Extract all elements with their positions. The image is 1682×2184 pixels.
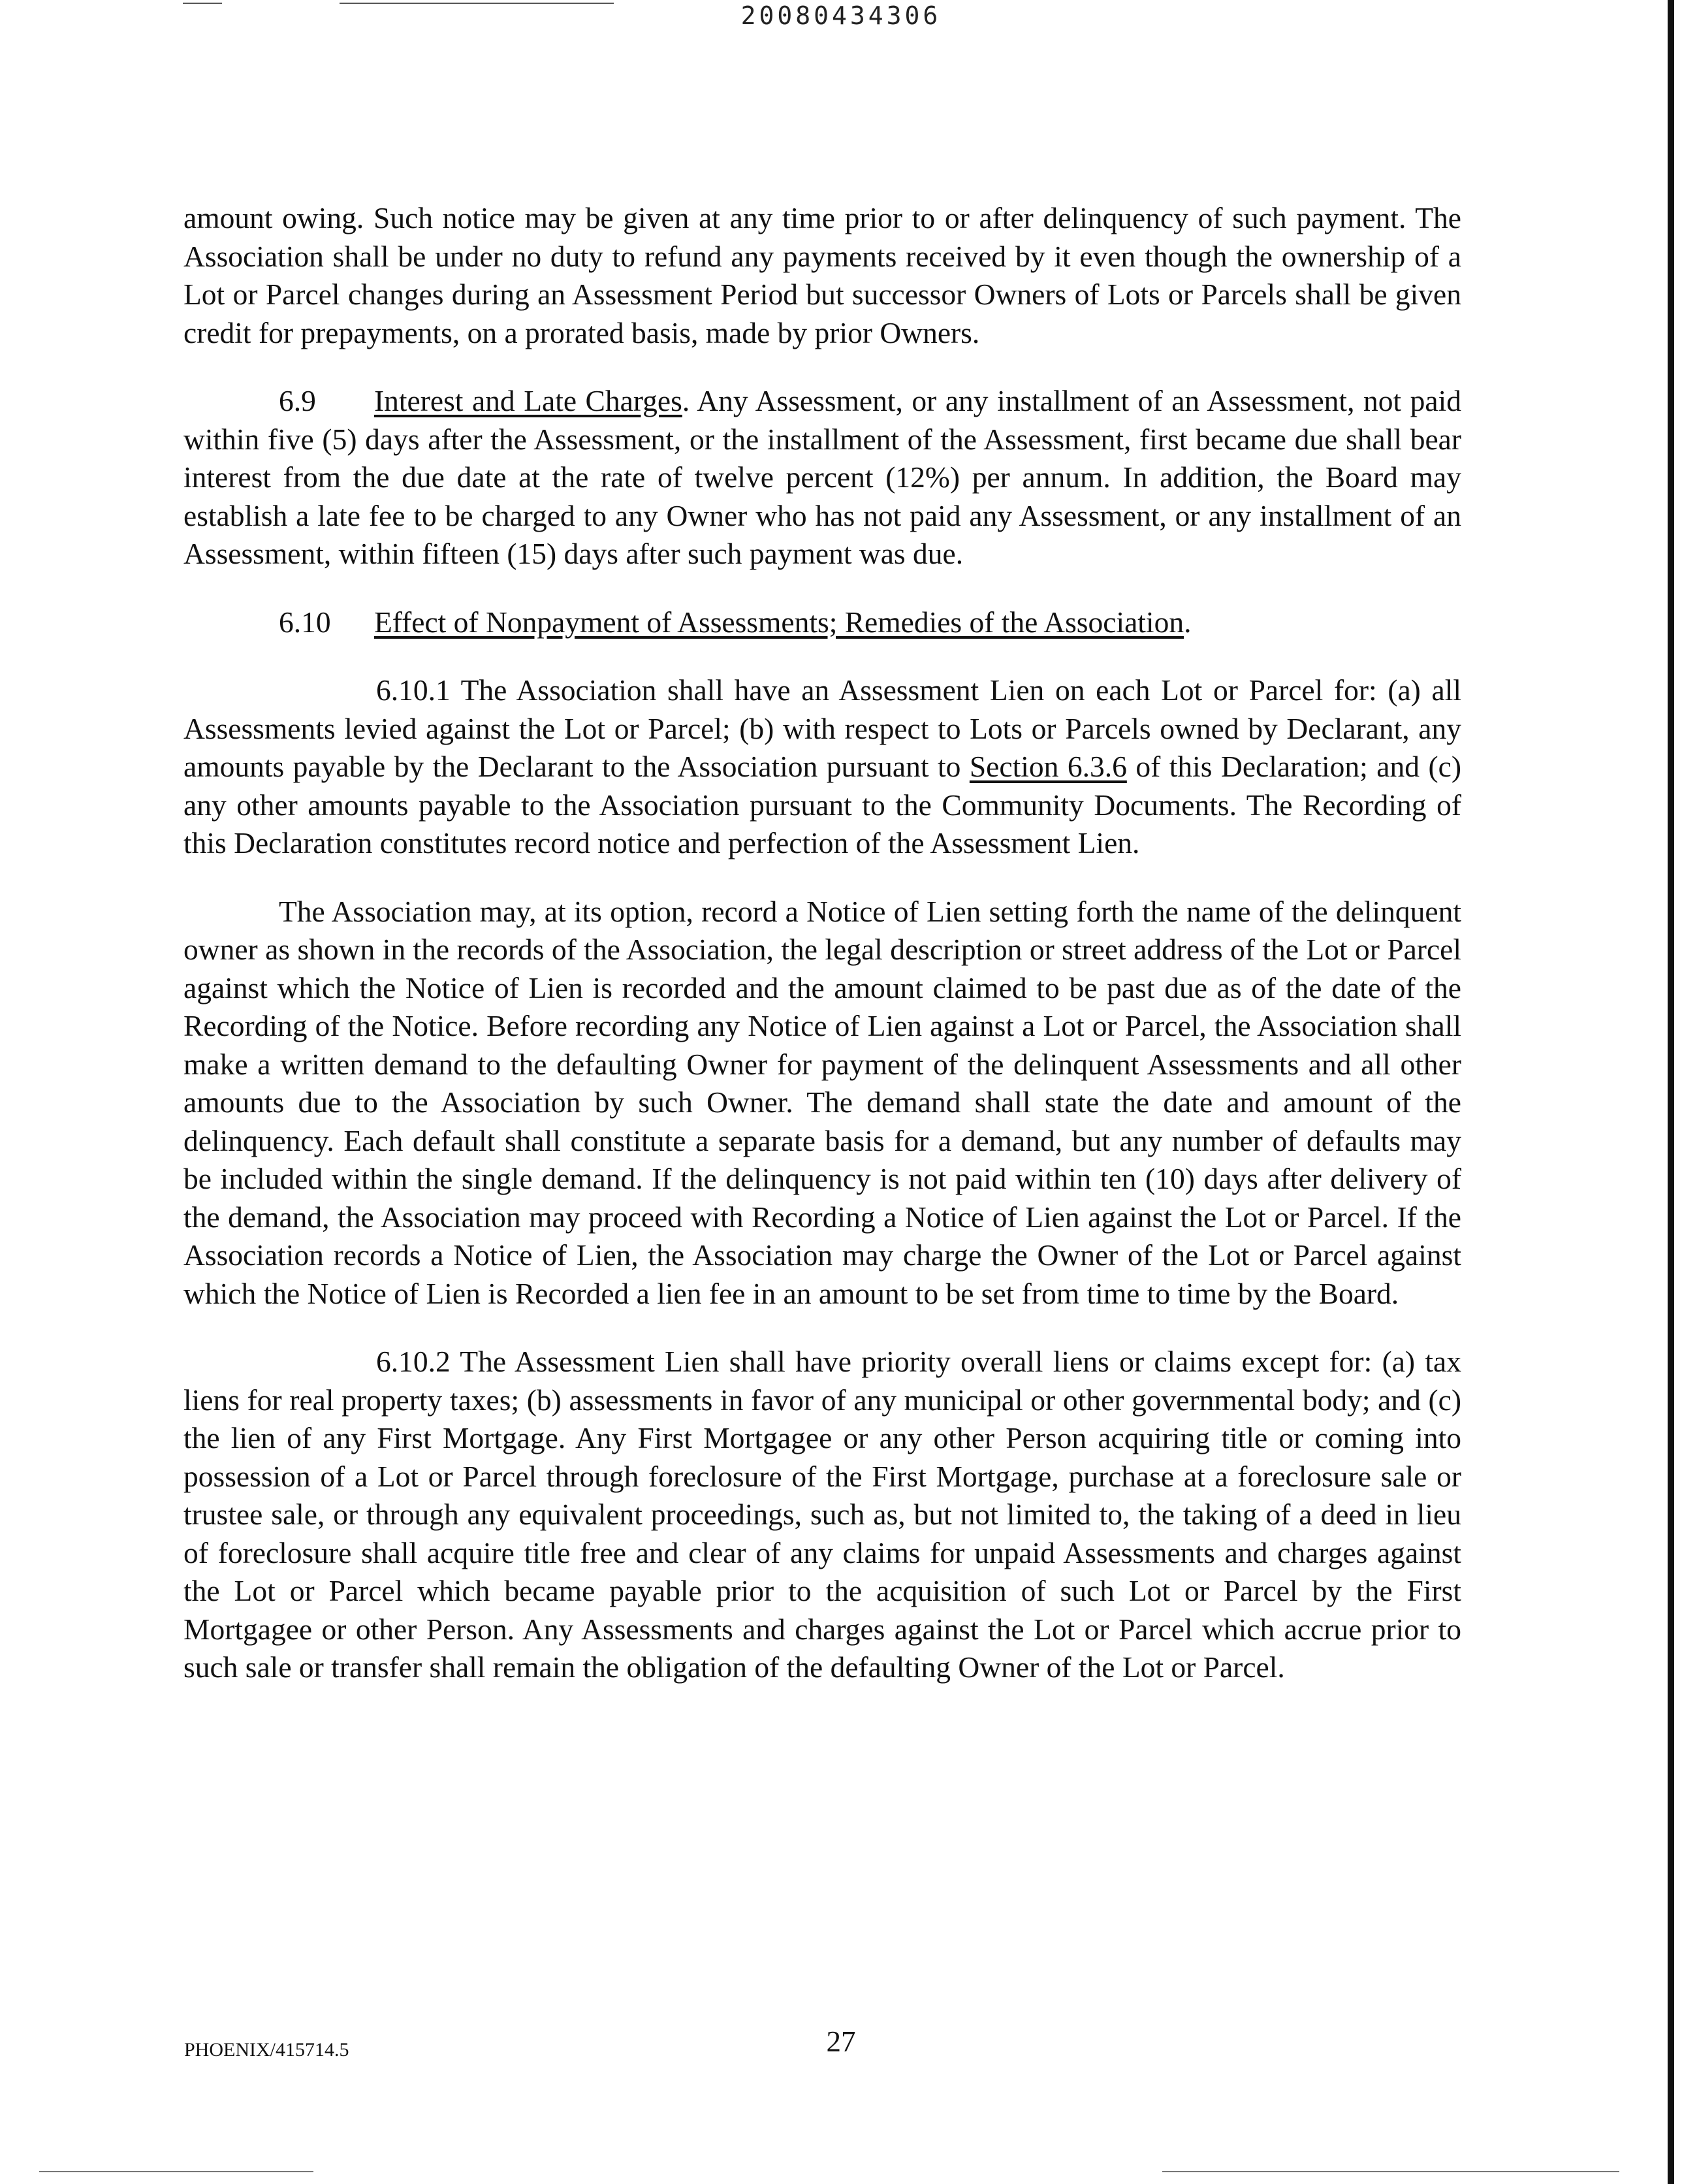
section-text: of this Declaration; and (c) any other amounts payable to the Association pursuant to the Community Documents. The Recording of this Declaration constitutes record notice and perfection of the Assessment Lien. [183, 750, 1461, 859]
document-body [183, 199, 1461, 1687]
section-number: 6.9 [279, 384, 316, 417]
section-heading: Effect of Nonpayment of Assessments; Remedies of the Association [374, 605, 1184, 639]
section-number: 6.10 [279, 605, 331, 639]
page-edge-border [1668, 0, 1674, 2184]
section-text: The Association shall have an Assessment Lien on each Lot or Parcel for: (a) all Assessments levied against the Lot or Parcel; (b) with respect to Lots or Parcels owned by Declarant, any amounts payable by the Declarant to the Association pursuant to [183, 673, 1461, 783]
recording-number: 20080434306 [740, 1, 942, 30]
paragraph-intro: amount owing. Such notice may be given at any time prior to or after delinquency of such payment. The Association shall be under no duty to refund any payments received by it even though the ownership of a Lot or Parcel changes during an Assessment Period but successor Owners of Lots or Parcels shall be given credit for prepayments, on a prorated basis, made by prior Owners. [183, 201, 1461, 349]
page-number: 27 [826, 2025, 856, 2058]
scan-artifact-rule [39, 2171, 313, 2172]
section-6-10 [183, 603, 1461, 642]
section-heading: Interest and Late Charges [374, 384, 682, 417]
paragraph-notice-of-lien: The Association may, at its option, record a Notice of Lien setting forth the name of the delinquent owner as shown in the records of the Association, the legal description or street address of the Lot or Parcel against which the Notice of Lien is recorded and the amount claimed to be past due as of the date of the Recording of the Notice. Before recording any Notice of Lien against a Lot or Parcel, the Association shall make a written demand to the defaulting Owner for payment of the delinquent Assessments and all other amounts due to the Association by such Owner. The demand shall state the date and amount of the delinquency. Each default shall constitute a separate basis for a demand, but any number of defaults may be included within the single demand. If the delinquency is not paid within ten (10) days after delivery of the demand, the Association may proceed with Recording a Notice of Lien against the Lot or Parcel. If the Association records a Notice of Lien, the Association may charge the Owner of the Lot or Parcel against which the Notice of Lien is Recorded a lien fee in an amount to be set from time to time by the Board. [183, 894, 1461, 1310]
section-text: . Any Assessment, or any installment of an Assessment, not paid within five (5) days after the Assessment, or the installment of the Assessment, first became due shall bear interest from the due date at the rate of twelve percent (12%) per annum. In addition, the Board may establish a late fee to be charged to any Owner who has not paid any Assessment, or any installment of an Assessment, within fifteen (15) days after such payment was due. [183, 384, 1461, 570]
document-id: PHOENIX/415714.5 [184, 2039, 349, 2061]
section-text: The Assessment Lien shall have priority overall liens or claims except for: (a) tax liens for real property taxes; (b) assessments in favor of any municipal or other governmental body; and (c) the lien of any First Mortgage. Any First Mortgagee or any other Person acquiring title or coming into possession of a Lot or Parcel through foreclosure of the First Mortgage, purchase at a foreclosure sale or trustee sale, or through any equivalent proceedings, such as, but not limited to, the taking of a deed in lieu of foreclosure shall acquire title free and clear of any claims for unpaid Assessments and charges against the Lot or Parcel which became payable prior to the acquisition of such Lot or Parcel by the First Mortgagee or other Person. Any Assessments and charges against the Lot or Parcel which accrue prior to such sale or transfer shall remain the obligation of the defaulting Owner of the Lot or Parcel. [183, 1345, 1461, 1684]
section-number: 6.10.2 [376, 1345, 451, 1378]
section-6-10-1 [183, 671, 1461, 863]
section-number: 6.10.1 [376, 673, 451, 707]
section-reference: Section 6.3.6 [969, 750, 1127, 783]
section-6-9 [183, 382, 1461, 573]
section-6-10-2 [183, 1343, 1461, 1687]
scan-artifact-rule [1162, 2171, 1619, 2172]
section-heading-end: . [1184, 605, 1192, 639]
